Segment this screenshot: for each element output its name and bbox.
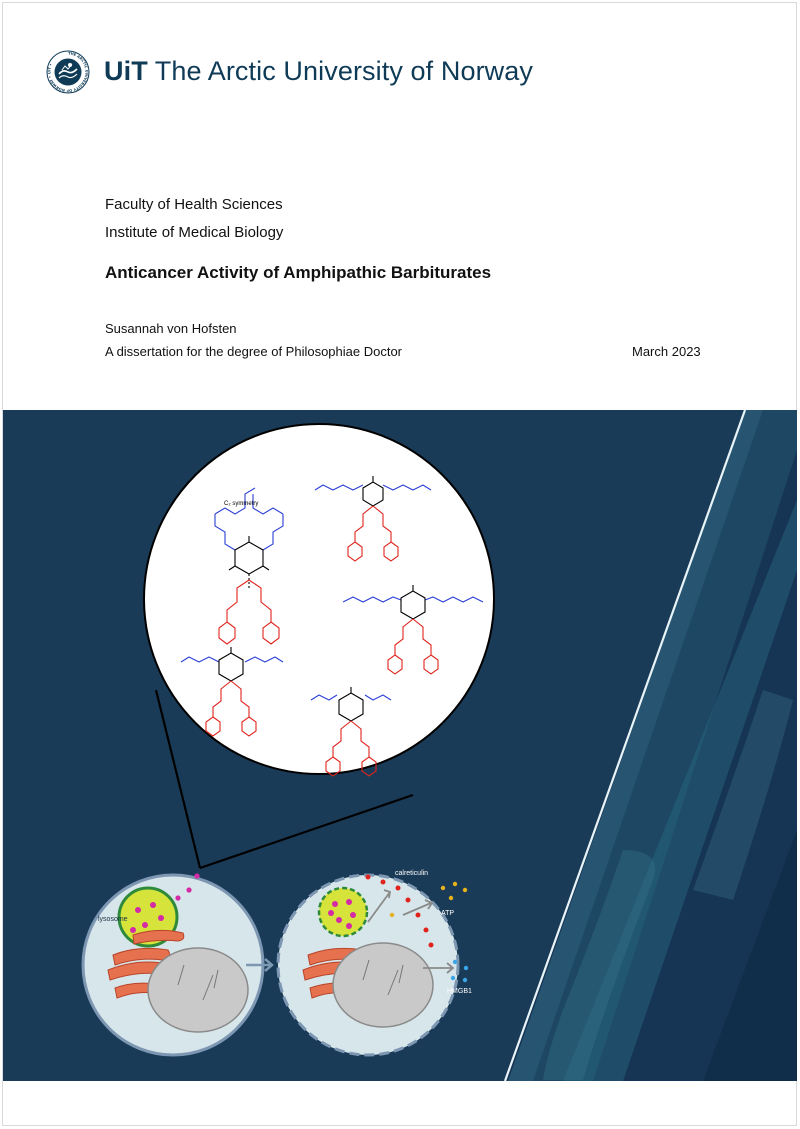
lysosome-label: lysosome [98, 916, 128, 923]
cell-after [278, 875, 468, 1056]
university-name [104, 56, 533, 87]
university-name-rest: The Arctic University of Norway [154, 56, 533, 86]
cell-before [83, 873, 263, 1055]
cover-illustration [3, 410, 797, 1081]
symmetry-label: C₂ symmetry [224, 501, 259, 507]
calreticulin-label: calreticulin [395, 870, 429, 877]
hmgb1-label: HMGB1 [447, 988, 472, 995]
thesis-title: Anticancer Activity of Amphipathic Barbiturates [105, 263, 492, 282]
submission-date: March 2023 [632, 344, 701, 359]
degree-statement: A dissertation for the degree of Philosophiae Doctor [105, 344, 403, 359]
institute: Institute of Medical Biology [105, 224, 284, 241]
uit-logo [46, 50, 90, 94]
logo-ring-text: THE ARCTIC UNIVERSITY OF NORWAY • UiT • [47, 51, 89, 93]
faculty: Faculty of Health Sciences [105, 196, 283, 213]
atp-label: ATP [441, 910, 455, 917]
author: Susannah von Hofsten [105, 321, 237, 336]
cover-artwork [3, 410, 797, 1081]
university-name-bold: UiT [104, 56, 148, 86]
